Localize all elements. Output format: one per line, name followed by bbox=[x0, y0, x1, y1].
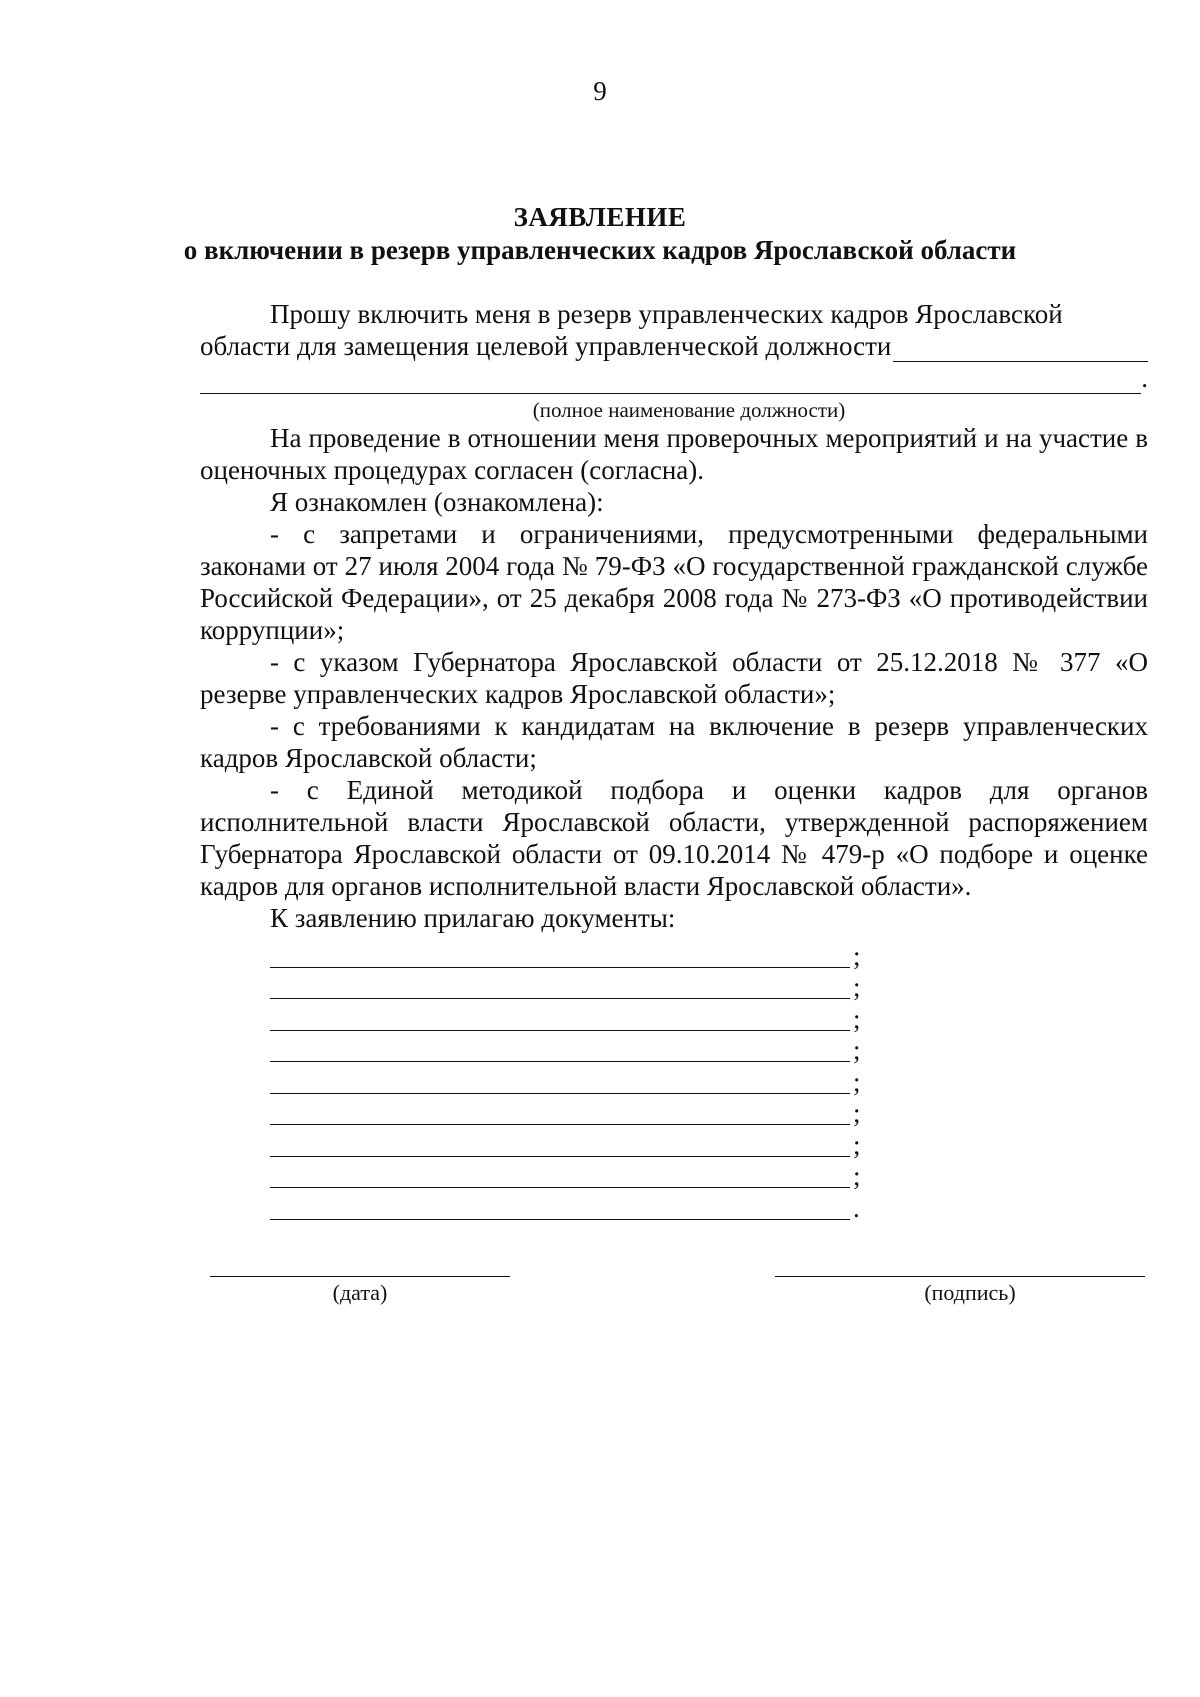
attachment-blank-field[interactable] bbox=[270, 1037, 850, 1062]
attachment-row: ; bbox=[270, 1125, 1148, 1157]
consent-paragraph: На проведение в отношении меня проверочных мероприятий и на участие в оценочных процедурах согласен (согласна). bbox=[200, 423, 1148, 485]
attachment-blank-field[interactable] bbox=[270, 1163, 850, 1188]
attachment-row: ; bbox=[270, 936, 1148, 968]
document-subtitle: о включении в резерв управленческих кадров Ярославской области bbox=[183, 235, 1017, 265]
attachment-blank-field[interactable] bbox=[270, 1069, 850, 1094]
position-end-punct: . bbox=[1141, 363, 1148, 393]
acquainted-intro: Я ознакомлен (ознакомлена): bbox=[270, 487, 604, 517]
signature-blank-field[interactable] bbox=[775, 1276, 1145, 1277]
position-caption: (полное наименование должности) bbox=[532, 398, 846, 422]
attachment-row: ; bbox=[270, 1062, 1148, 1094]
acquainted-item-3: - с требованиями к кандидатам на включение в резерв управленческих кадров Ярославской области; bbox=[200, 711, 1148, 773]
attachment-row: . bbox=[270, 1188, 1148, 1220]
attachment-row: ; bbox=[270, 999, 1148, 1031]
request-line-1: Прошу включить меня в резерв управленческих кадров Ярославской bbox=[270, 299, 1063, 329]
attachments-list bbox=[270, 936, 1148, 1223]
attachment-blank-field[interactable] bbox=[270, 1132, 850, 1157]
attachment-row: ; bbox=[270, 1031, 1148, 1063]
document-body bbox=[200, 298, 1148, 1223]
attachment-blank-field[interactable] bbox=[270, 1100, 850, 1125]
attachment-row: ; bbox=[270, 1157, 1148, 1189]
date-blank-field[interactable] bbox=[210, 1276, 510, 1277]
acquainted-item-1: - с запретами и ограничениями, предусмотренными федеральными законами от 27 июля 2004 года № 79-ФЗ «О государственной гражданской службе Российской Федерации», от 25 декабря 2008 года № 273-ФЗ «О противодействии коррупции»; bbox=[200, 519, 1148, 645]
page-number: 9 bbox=[593, 76, 607, 106]
date-caption: (дата) bbox=[332, 1280, 388, 1305]
attachment-blank-field[interactable] bbox=[270, 1006, 850, 1031]
position-blank-field[interactable] bbox=[893, 337, 1148, 362]
request-line-2 bbox=[200, 330, 1148, 362]
position-blank-field-2[interactable] bbox=[200, 371, 1141, 394]
position-blank-row bbox=[200, 363, 1148, 394]
document-title: ЗАЯВЛЕНИЕ bbox=[513, 202, 687, 232]
attachment-row: ; bbox=[270, 968, 1148, 1000]
attachment-blank-field[interactable] bbox=[270, 943, 850, 968]
acquainted-item-4: - с Единой методикой подбора и оценки кадров для органов исполнительной власти Ярославской области, утвержденной распоряжением Губернатора Ярославской области от 09.10.2014 № 479-р «О подборе и оценке кадров для органов исполнительной власти Ярославской области». bbox=[200, 775, 1148, 901]
signature-caption: (подпись) bbox=[924, 1280, 1016, 1305]
attachments-intro: К заявлению прилагаю документы: bbox=[270, 903, 676, 933]
attachment-row: ; bbox=[270, 1094, 1148, 1126]
request-line-2-text: области для замещения целевой управленческой должности bbox=[200, 331, 892, 361]
attachment-blank-field[interactable] bbox=[270, 974, 850, 999]
attachment-blank-field[interactable] bbox=[270, 1195, 850, 1220]
acquainted-item-2: - с указом Губернатора Ярославской области от 25.12.2018 № 377 «О резерве управленческих кадров Ярославской области»; bbox=[200, 647, 1148, 709]
